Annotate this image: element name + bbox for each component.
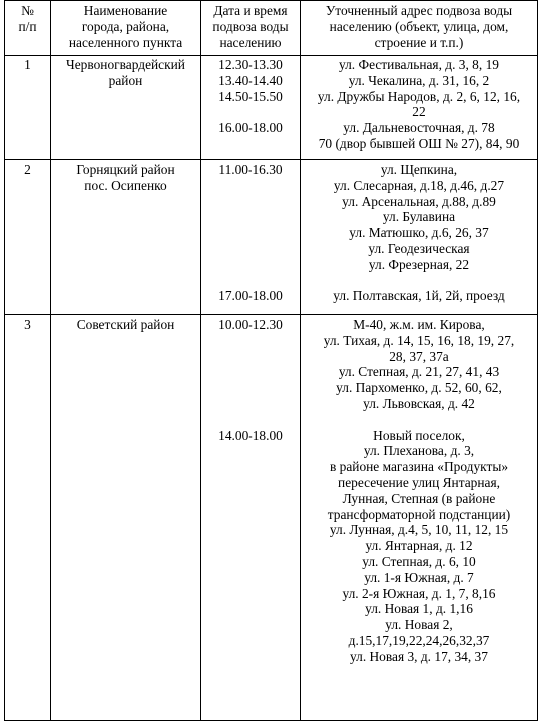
header-time bbox=[201, 3, 300, 50]
header-district-line: населенного пункта bbox=[68, 34, 183, 50]
header-address-line: строение и т.п.) bbox=[374, 34, 464, 50]
row-1-times: 12.30-13.30 13.40-14.40 14.50-15.50 16.00-18.00 bbox=[218, 57, 283, 136]
row-divider bbox=[4, 159, 538, 160]
header-address-line: населению (объект, улица, дом, bbox=[329, 18, 509, 34]
header-address bbox=[301, 3, 537, 50]
header-address-line: Уточненный адрес подвоза воды bbox=[325, 3, 513, 18]
header-time-line: Дата и время bbox=[213, 3, 288, 18]
row-2-num: 2 bbox=[24, 162, 31, 177]
row-1-addresses: ул. Фестивальная, д. 3, 8, 19 ул. Чекалина, д. 31, 16, 2 ул. Дружбы Народов, д. 2, 6, 12, 16, 22 ул. Дальневосточная, д. 78 70 (двор бывшей ОШ № 27), 84, 90 bbox=[317, 57, 521, 151]
table-border-top bbox=[4, 0, 538, 1]
row-2-addresses: ул. Щепкина, ул. Слесарная, д.18, д.46, д.27 ул. Арсенальная, д.88, д.89 ул. Булавина ул. Матюшко, д.6, 26, 37 ул. Геодезическая ул. Фрезерная, 22 ул. Полтавская, 1й, 2й, проезд bbox=[333, 162, 505, 304]
header-time-line: подвоза воды bbox=[212, 18, 289, 34]
row-3-district: Советский район bbox=[76, 317, 175, 332]
header-num-line: № bbox=[21, 3, 34, 18]
row-2-times: 11.00-16.30 17.00-18.00 bbox=[218, 162, 283, 304]
column-divider bbox=[50, 0, 51, 721]
row-1-num: 1 bbox=[24, 57, 31, 72]
header-num-line: п/п bbox=[18, 18, 37, 34]
row-2-district: Горняцкий район пос. Осипенко bbox=[76, 162, 175, 193]
row-divider bbox=[4, 314, 538, 315]
header-num bbox=[5, 3, 50, 35]
table-border-left bbox=[4, 0, 5, 721]
header-divider bbox=[4, 55, 538, 56]
header-district bbox=[51, 3, 200, 50]
row-3-addresses: М-40, ж.м. им. Кирова, ул. Тихая, д. 14, 15, 16, 18, 19, 27, 28, 37, 37а ул. Степная, д. 21, 27, 41, 43 ул. Пархоменко, д. 52, 60, 62, ул. Львовская, д. 42 Новый поселок, ул. Плеханова, д. 3, в районе магазина «Продукты» пересечение улиц Янтарная, Лунная, Степная (в районе трансформаторной подстанции) ул. Лунная, д.4, 5, 10, 11, 12, 15 ул. Янтарная, д. 12 ул. Степная, д. 6, 10 ул. 1-я Южная, д. 7 ул. 2-я Южная, д. 1, 7, 8,16 ул. Новая 1, д. 1,16 ул. Новая 2, д.15,17,19,22,24,26,32,37 ул. Новая 3, д. 17, 34, 37 bbox=[323, 317, 515, 664]
table-border-right bbox=[537, 0, 538, 721]
row-1-district: Червоногвардейский район bbox=[66, 57, 185, 88]
row-3-num: 3 bbox=[24, 317, 31, 332]
header-district-line: Наименование bbox=[83, 3, 168, 18]
header-time-line: населению bbox=[219, 34, 282, 50]
table-border-bottom bbox=[4, 720, 538, 721]
row-3-times: 10.00-12.30 14.00-18.00 bbox=[218, 317, 283, 443]
header-district-line: города, района, bbox=[81, 18, 170, 34]
